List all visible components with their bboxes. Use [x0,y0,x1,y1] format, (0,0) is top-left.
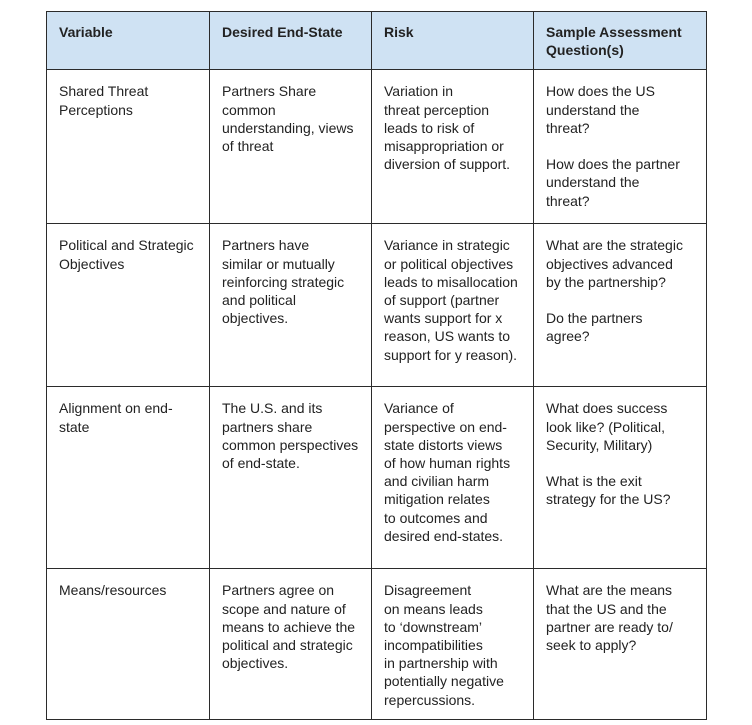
cell-risk: Variation in threat perception leads to risk of misappropriation or diversion of support. [372,70,534,224]
table-row [47,387,707,569]
cell-desired-end-state: Partners have similar or mutually reinforcing strategic and political objectives. [210,224,372,387]
table-row [47,224,707,387]
cell-questions: How does the US understand the threat? How does the partner understand the threat? [534,70,707,224]
table-body [47,70,707,720]
cell-desired-end-state: The U.S. and its partners share common perspectives of end-state. [210,387,372,569]
cell-variable: Means/resources [47,569,210,720]
cell-questions: What are the means that the US and the partner are ready to/ seek to apply? [534,569,707,720]
cell-variable: Alignment on end- state [47,387,210,569]
table-header [47,12,707,70]
cell-variable: Political and Strategic Objectives [47,224,210,387]
header-desired-end-state: Desired End-State [210,12,372,70]
cell-risk: Variance of perspective on end- state distorts views of how human rights and civilian harm mitigation relates to outcomes and desired end-states. [372,387,534,569]
cell-desired-end-state: Partners agree on scope and nature of means to achieve the political and strategic objectives. [210,569,372,720]
header-sample-questions: Sample Assessment Question(s) [534,12,707,70]
table-row [47,569,707,720]
cell-risk: Variance in strategic or political objectives leads to misallocation of support (partner wants support for x reason, US wants to support for y reason). [372,224,534,387]
cell-risk: Disagreement on means leads to ‘downstream’ incompatibilities in partnership with potentially negative repercussions. [372,569,534,720]
cell-questions: What are the strategic objectives advanced by the partnership? Do the partners agree? [534,224,707,387]
cell-desired-end-state: Partners Share common understanding, views of threat [210,70,372,224]
header-variable: Variable [47,12,210,70]
cell-variable: Shared Threat Perceptions [47,70,210,224]
table-row [47,70,707,224]
assessment-table [46,11,707,720]
cell-questions: What does success look like? (Political, Security, Military) What is the exit strategy for the US? [534,387,707,569]
header-risk: Risk [372,12,534,70]
header-row [47,12,707,70]
